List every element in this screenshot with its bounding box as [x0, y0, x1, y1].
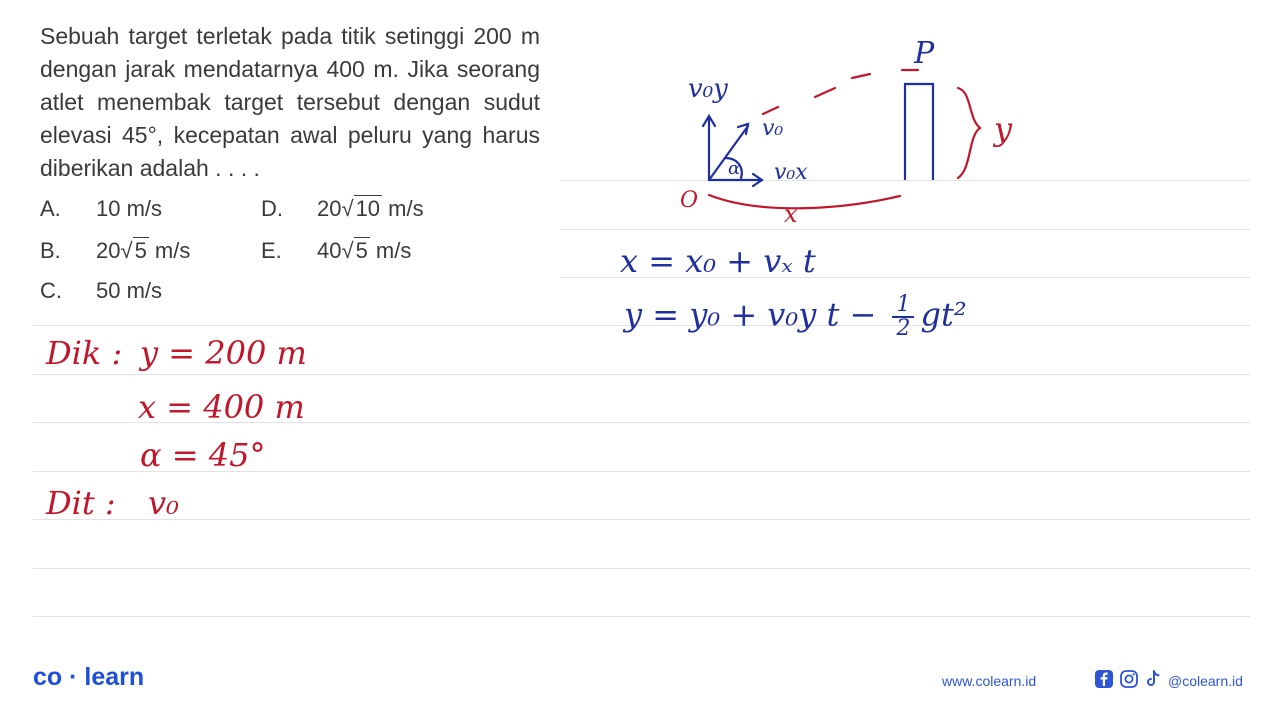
dik-label: Dik :	[46, 334, 123, 372]
fraction	[892, 294, 914, 340]
colearn-logo	[33, 663, 144, 692]
instagram-icon[interactable]	[1119, 669, 1139, 689]
ruled-line	[33, 568, 1250, 569]
option-letter: E.	[261, 238, 282, 263]
ruled-line	[560, 229, 1250, 230]
logo-part-co: co	[33, 663, 63, 691]
option-letter: A.	[40, 196, 61, 221]
option-e[interactable]	[261, 238, 411, 264]
option-unit: m/s	[369, 238, 412, 263]
option-a[interactable]	[40, 196, 162, 222]
diagram-label-vo: v₀	[762, 116, 784, 141]
question-text: Sebuah target terletak pada titik setinggi 200 m dengan jarak mendatarnya 400 m. Jika seorang atlet menembak target tersebut dengan sudut elevasi 45°, kecepatan awal peluru yang harus diberikan adalah . . . .	[40, 23, 540, 181]
option-radicand: 10	[355, 196, 381, 221]
option-d[interactable]	[261, 196, 424, 222]
sqrt-symbol: √5	[120, 238, 147, 263]
tiktok-icon[interactable]	[1143, 669, 1163, 689]
diagram-label-alpha: α	[728, 158, 741, 179]
dik-y: y = 200 m	[140, 334, 307, 372]
social-handle[interactable]: @colearn.id	[1168, 673, 1243, 689]
x-brace	[709, 195, 900, 208]
sqrt-symbol: √5	[341, 238, 368, 263]
option-c[interactable]	[40, 278, 162, 304]
fraction-denominator: 2	[896, 316, 911, 341]
equation-y-tail: gt²	[920, 295, 967, 334]
diagram-label-voy: v₀y	[688, 74, 728, 104]
option-letter: C.	[40, 278, 62, 303]
y-brace	[958, 88, 980, 178]
ruled-line	[33, 616, 1250, 617]
option-unit: m/s	[382, 196, 424, 221]
equation-y	[624, 294, 967, 340]
option-unit: m/s	[120, 196, 163, 221]
option-radicand: 5	[355, 238, 368, 263]
footer-url[interactable]: www.colearn.id	[942, 673, 1037, 689]
ruled-line	[33, 374, 1250, 375]
diagram-label-vox: v₀x	[774, 160, 808, 185]
option-value: 40	[317, 238, 342, 263]
option-unit: m/s	[148, 238, 191, 263]
dit-label: Dit :	[46, 484, 116, 522]
option-letter: B.	[40, 238, 61, 263]
option-radicand: 5	[134, 238, 147, 263]
equation-x: x = x₀ + vₓ t	[620, 242, 816, 280]
dit-v0: v₀	[148, 484, 179, 522]
diagram-label-x: x	[784, 200, 798, 228]
option-unit: m/s	[120, 278, 163, 303]
fraction-numerator: 1	[892, 294, 914, 318]
option-value: 50	[96, 278, 121, 303]
ruled-line	[560, 180, 1250, 181]
sqrt-symbol: √10	[341, 196, 381, 221]
option-value: 10	[96, 196, 121, 221]
target-pole	[905, 84, 933, 180]
logo-part-learn: learn	[84, 663, 145, 691]
option-value: 20	[317, 196, 342, 221]
dik-x: x = 400 m	[138, 388, 305, 426]
facebook-icon[interactable]	[1094, 669, 1114, 689]
dik-alpha: α = 45°	[140, 436, 266, 474]
ruled-line	[33, 519, 1250, 520]
diagram-label-y: y	[994, 110, 1013, 148]
diagram-label-o: O	[680, 188, 699, 213]
option-value: 20	[96, 238, 121, 263]
voy-arrow	[703, 116, 715, 180]
trajectory	[709, 70, 980, 208]
option-b[interactable]	[40, 238, 190, 264]
diagram-label-p: P	[914, 36, 935, 71]
option-letter: D.	[261, 196, 283, 221]
logo-dot: ·	[62, 663, 85, 691]
equation-y-main: y = y₀ + v₀y t −	[624, 295, 887, 334]
